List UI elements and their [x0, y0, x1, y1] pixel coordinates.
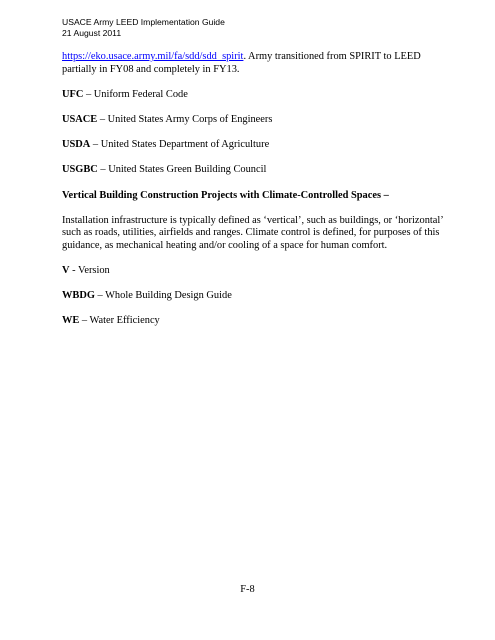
- glossary-term: Vertical Building Construction Projects with Climate-Controlled Spaces –: [62, 189, 389, 201]
- glossary-term: USACE: [62, 113, 98, 125]
- running-header: [62, 17, 225, 39]
- glossary-definition: Uniform Federal Code: [93, 88, 188, 100]
- glossary-separator: –: [97, 164, 109, 176]
- header-title: USACE Army LEED Implementation Guide: [62, 17, 225, 27]
- glossary-entry-usace: [62, 114, 454, 127]
- glossary-term: USDA: [62, 139, 91, 151]
- glossary-definition: Version: [77, 265, 110, 277]
- glossary-separator: –: [83, 88, 94, 100]
- glossary-separator: –: [90, 139, 101, 151]
- glossary-separator: –: [94, 290, 106, 302]
- glossary-entry-vertical: [62, 190, 454, 203]
- glossary-definition: United States Department of Agriculture: [100, 139, 270, 151]
- glossary-separator: -: [69, 265, 78, 277]
- glossary-definition: Whole Building Design Guide: [105, 290, 232, 302]
- spirit-link[interactable]: https://eko.usace.army.mil/fa/sdd/sdd_spirit: [62, 51, 244, 62]
- glossary-entry-wbdg: [62, 290, 454, 303]
- vertical-description: Installation infrastructure is typically defined as ‘vertical’, such as buildings, or ‘horizontal’ such as roads, utilities, airfields and ranges. Climate control is defined, for purposes of this guidance, as mechanical heating and/or cooling of a space for human comfort.: [62, 214, 443, 251]
- document-body: [62, 51, 454, 341]
- glossary-definition: Water Efficiency: [89, 315, 160, 327]
- glossary-entry-usgbc: [62, 164, 454, 177]
- glossary-term: UFC: [62, 88, 84, 100]
- header-date: 21 August 2011: [62, 28, 122, 38]
- glossary-entry-usda: [62, 139, 454, 152]
- continuation-paragraph: [62, 51, 454, 76]
- glossary-separator: –: [97, 113, 108, 125]
- glossary-definition: United States Green Building Council: [108, 164, 267, 176]
- glossary-definition: United States Army Corps of Engineers: [107, 113, 273, 125]
- glossary-entry-v: [62, 265, 454, 278]
- glossary-entry-we: [62, 315, 454, 328]
- page-number: F-8: [240, 584, 255, 595]
- glossary-separator: –: [79, 315, 90, 327]
- glossary-term: USGBC: [62, 164, 98, 176]
- continuation-text: . Army transitioned from SPIRIT to LEED partially in FY08 and completely in FY13.: [62, 51, 421, 75]
- glossary-term: WBDG: [62, 290, 95, 302]
- glossary-entry-ufc: [62, 89, 454, 102]
- glossary-term: WE: [62, 315, 80, 327]
- glossary-term: V: [62, 265, 70, 277]
